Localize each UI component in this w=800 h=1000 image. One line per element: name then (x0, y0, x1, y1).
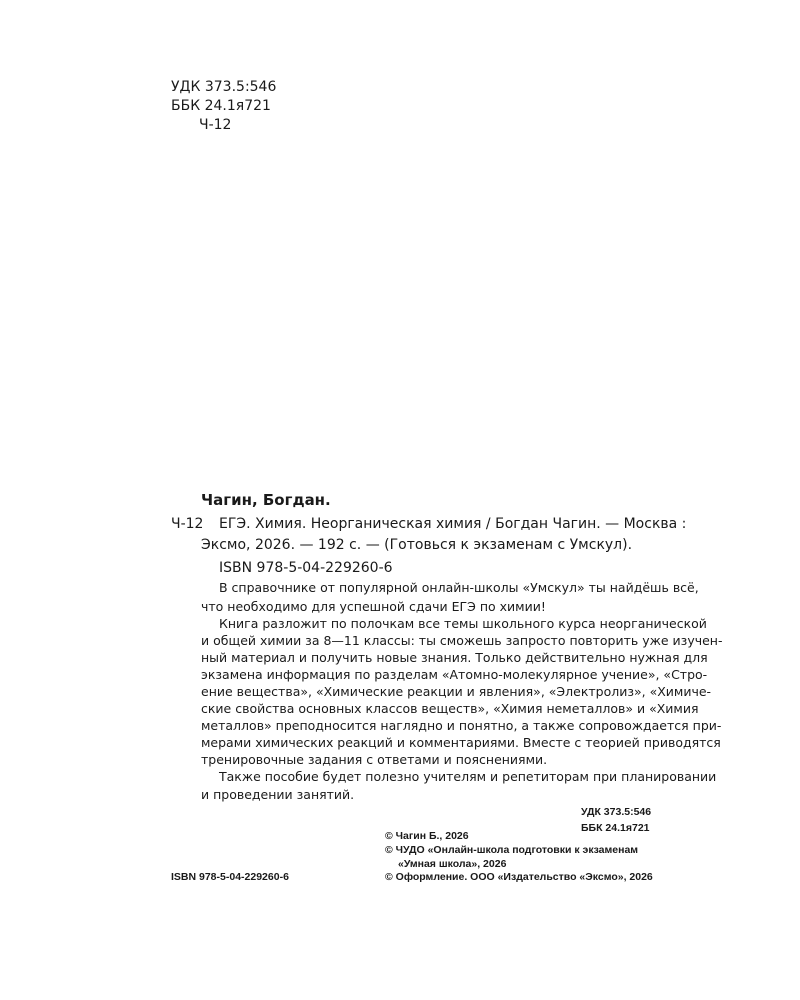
abstract-line: и проведении занятий. (201, 787, 355, 802)
catalog-line-2: Эксмо, 2026. — 192 с. — (Готовься к экзаменам с Умскул). (201, 537, 633, 553)
abstract-line: тренировочные задания с ответами и пояснениями. (201, 752, 548, 767)
abstract-line: что необходимо для успешной сдачи ЕГЭ по химии! (201, 599, 546, 614)
abstract-line: В справочнике от популярной онлайн-школы «Умскул» ты найдёшь всё, (219, 580, 699, 595)
copyright-school: © ЧУДО «Онлайн-школа подготовки к экзаменам (385, 844, 639, 856)
abstract-line: ный материал и получить новые знания. Только действительно нужная для (201, 650, 708, 665)
catalog-isbn: ISBN 978-5-04-229260-6 (219, 560, 393, 576)
catalog-line-1: ЕГЭ. Химия. Неорганическая химия / Богдан Чагин. — Москва : (219, 516, 687, 532)
copyright-school-cont: «Умная школа», 2026 (398, 858, 507, 870)
catalog-author: Чагин, Богдан. (201, 491, 331, 509)
bbk-code: ББК 24.1я721 (171, 98, 271, 114)
footer-isbn: ISBN 978-5-04-229260-6 (171, 871, 289, 883)
abstract-line: мерами химических реакций и комментариями. Вместе с теорией приводятся (201, 735, 721, 750)
abstract-line: металлов» преподносится наглядно и понятно, а также сопровождается при- (201, 718, 722, 733)
copyright-design: © Оформление. ООО «Издательство «Эксмо», 2026 (385, 871, 653, 883)
abstract-line: экзамена информация по разделам «Атомно-молекулярное учение», «Стро- (201, 667, 708, 682)
abstract-line: ские свойства основных классов веществ», «Химия неметаллов» и «Химия (201, 701, 699, 716)
abstract-line: Книга разложит по полочкам все темы школьного курса неорганической (219, 616, 707, 631)
catalog-mark: Ч-12 (171, 516, 204, 532)
abstract-line: Также пособие будет полезно учителям и репетиторам при планировании (219, 769, 717, 784)
bottom-bbk-code: ББК 24.1я721 (581, 822, 650, 834)
author-mark: Ч-12 (199, 117, 232, 133)
copyright-author: © Чагин Б., 2026 (385, 830, 469, 842)
abstract-line: ение вещества», «Химические реакции и явления», «Электролиз», «Химиче- (201, 684, 712, 699)
bottom-udk-code: УДК 373.5:546 (581, 806, 652, 818)
abstract-line: и общей химии за 8—11 классы: ты сможешь запросто повторить уже изучен- (201, 633, 723, 648)
udk-code: УДК 373.5:546 (171, 79, 277, 95)
